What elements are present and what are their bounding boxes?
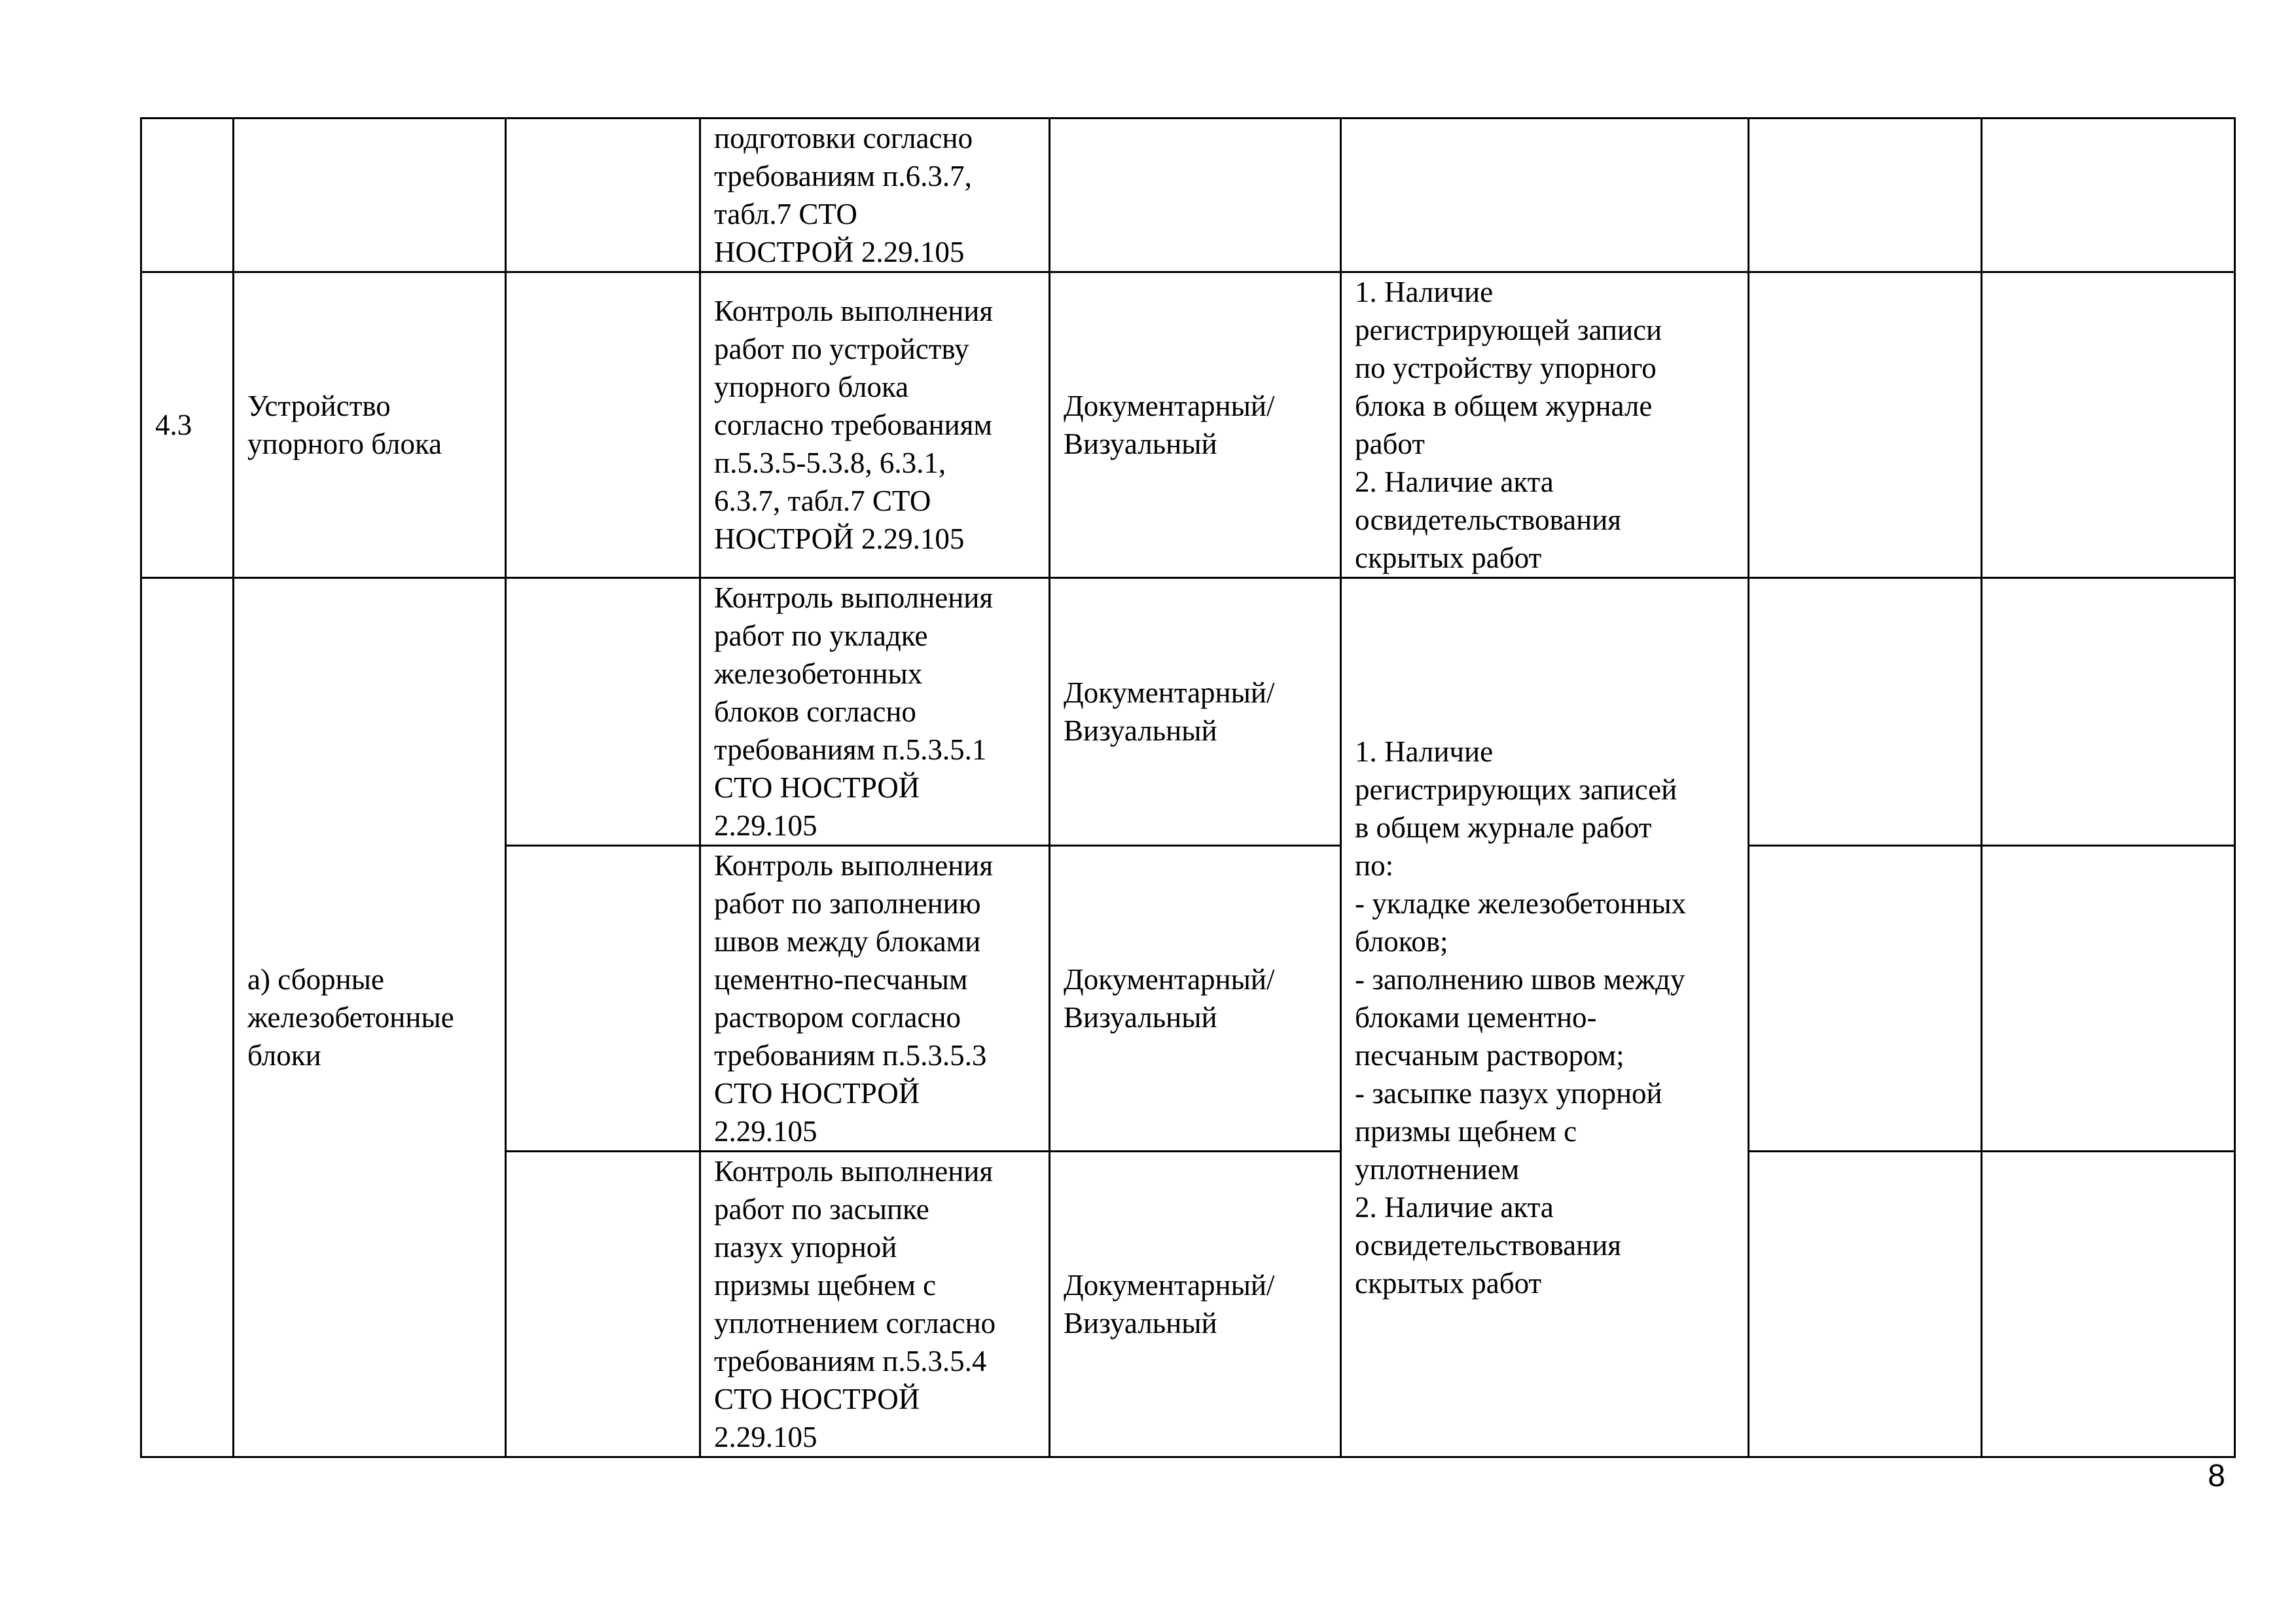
cell-number (141, 119, 234, 272)
cell-col7 (1749, 578, 1982, 846)
cell-work-name: Устройство упорного блока (234, 272, 506, 578)
cell-col7 (1749, 119, 1982, 272)
cell-control: подготовки согласно требованиям п.6.3.7, табл.7 СТО НОСТРОЙ 2.29.105 (700, 119, 1050, 272)
cell-col8 (1982, 846, 2235, 1152)
cell-col8 (1982, 1152, 2235, 1457)
cell-extra (506, 119, 700, 272)
cell-extra (506, 578, 700, 846)
cell-col8 (1982, 578, 2235, 846)
cell-col7 (1749, 1152, 1982, 1457)
cell-documents (1341, 119, 1749, 272)
cell-number (141, 578, 234, 1457)
cell-method: Документарный/ Визуальный (1050, 578, 1341, 846)
cell-control: Контроль выполнения работ по устройству упорного блока согласно требованиям п.5.3.5-5.3.8, 6.3.1, 6.3.7, табл.7 СТО НОСТРОЙ 2.29.105 (700, 272, 1050, 578)
cell-work-name: а) сборные железобетонные блоки (234, 578, 506, 1457)
cell-control: Контроль выполнения работ по заполнению швов между блоками цементно-песчаным раствором согласно требованиям п.5.3.5.3 СТО НОСТРОЙ 2.29.105 (700, 846, 1050, 1152)
cell-documents: 1. Наличие регистрирующей записи по устройству упорного блока в общем журнале работ 2. Наличие акта освидетельствования скрытых работ (1341, 272, 1749, 578)
cell-extra (506, 846, 700, 1152)
cell-extra (506, 272, 700, 578)
cell-col7 (1749, 846, 1982, 1152)
cell-method: Документарный/ Визуальный (1050, 272, 1341, 578)
cell-control: Контроль выполнения работ по укладке железобетонных блоков согласно требованиям п.5.3.5.1 СТО НОСТРОЙ 2.29.105 (700, 578, 1050, 846)
cell-method: Документарный/ Визуальный (1050, 1152, 1341, 1457)
table-row (141, 272, 2235, 578)
table-row (141, 578, 2235, 846)
cell-col7 (1749, 272, 1982, 578)
cell-documents: 1. Наличие регистрирующих записей в общем журнале работ по: - укладке железобетонных блоков; - заполнению швов между блоками цементно- песчаным раствором; - засыпке пазух упорной призмы щебнем с уплотнением 2. Наличие акта освидетельствования скрытых работ (1341, 578, 1749, 1457)
cell-extra (506, 1152, 700, 1457)
table-row (141, 119, 2235, 272)
document-table (140, 117, 2236, 1458)
cell-method (1050, 119, 1341, 272)
cell-col8 (1982, 119, 2235, 272)
cell-number: 4.3 (141, 272, 234, 578)
cell-work-name (234, 119, 506, 272)
cell-col8 (1982, 272, 2235, 578)
cell-method: Документарный/ Визуальный (1050, 846, 1341, 1152)
page-number: 8 (2208, 1459, 2225, 1493)
cell-control: Контроль выполнения работ по засыпке пазух упорной призмы щебнем с уплотнением согласно требованиям п.5.3.5.4 СТО НОСТРОЙ 2.29.105 (700, 1152, 1050, 1457)
